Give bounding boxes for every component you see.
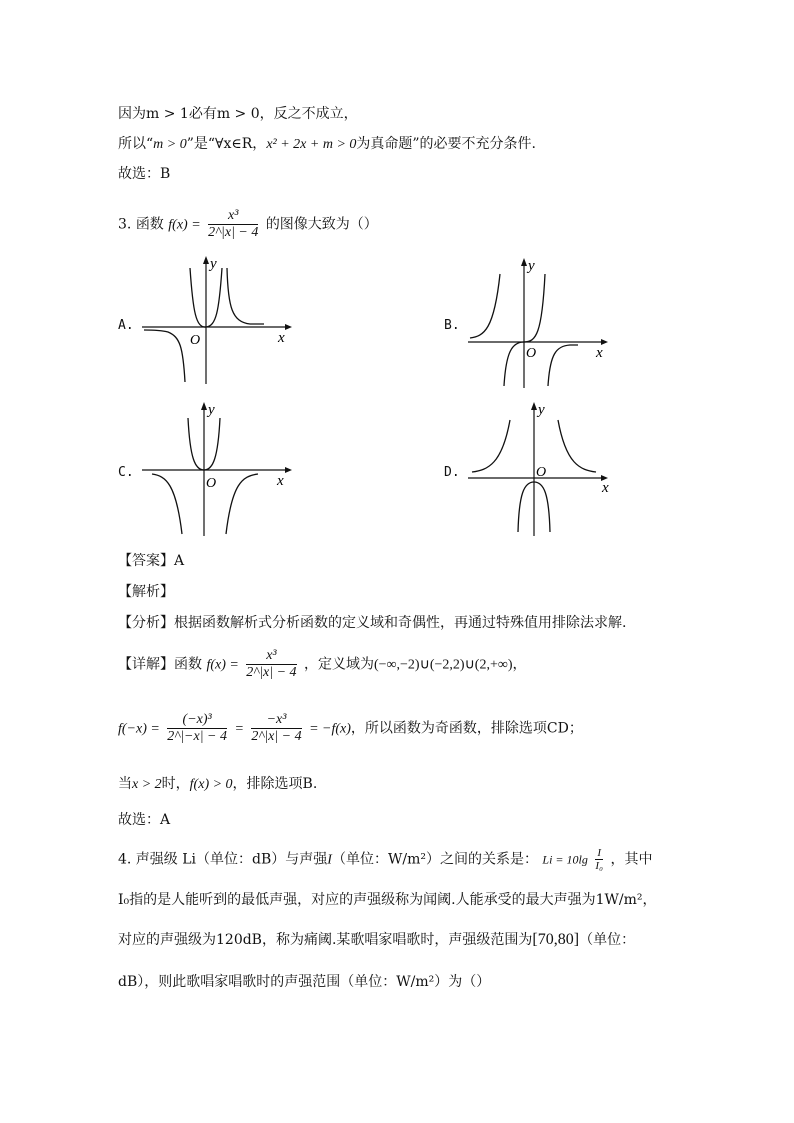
choose-line: 故选：A [118,812,171,828]
odd-fraction-1: $\frac{\text{(−x)³}}{2\^{}|-x| - 4}$ [167,712,227,744]
x-label: x [277,473,284,489]
origin-label: O [206,476,217,491]
xiangjie-line: 【详解】函数 f(x) = $\frac{\text{x³}}{2\^{}|x| - 4}$ ，定义域为(−∞,−2)∪(−2,2)∪(2,+∞)， [118,648,527,680]
option-d-label: D. [444,465,460,480]
fenxi-line: 【分析】根据函数解析式分析函数的定义域和奇偶性，再通过特殊值用排除法求解. [118,615,627,631]
curve-left [470,274,500,338]
y-axis-arrow [531,402,537,410]
question-3-stem: 3. 函数 f(x) = $\frac{\text{x³}}{2\^{}|x| - 4}$ 的图像大致为（） [118,208,378,240]
origin-label: O [536,465,547,480]
question-4-line-2: I₀指的是人能听到的最低声强，对应的声强级称为闻阈.人能承受的最大声强为1W/m²， [118,892,657,908]
curve-right [558,420,596,472]
odd-function-line: f(−x) = $\frac{\text{(−x)³}}{2\^{}|-x| - 4}$ = $\frac{\text{−x³}}{2\^{}|x| - 4}$ = −f(x)，所以函数为奇函数，排除选项CD； [118,712,583,744]
option-b-label: B. [444,318,460,333]
y-label: y [538,402,545,418]
solution-line-2: 所以“m > 0”是“∀x∈R，x² + 2x + m > 0为真命题”的必要不充分条件. [118,136,536,152]
option-c-label: C. [118,465,134,480]
question-4-line-1: 4. 声强级 Li（单位：dB）与声强I（单位：W/m²）之间的关系是： Li = 10lg $\frac{I}{\text{I₀}}$ ，其中 [118,847,653,872]
function-fraction: $\frac{\text{x³}}{2\^{}|x| - 4}$ [246,648,297,680]
x-label: x [278,330,285,346]
curve-right [548,345,578,386]
graph-option-d [466,398,616,538]
curve-left [472,420,510,472]
origin-label: O [190,333,201,348]
graph-option-b [466,254,616,390]
x-label: x [602,480,609,496]
odd-fraction-2: $\frac{\text{−x³}}{2\^{}|x| - 4}$ [251,712,302,744]
curve-left [144,330,185,382]
graph-option-a [140,252,300,388]
formula-fraction: $\frac{I}{\text{I₀}}$ [595,847,603,872]
y-axis-arrow [203,256,209,264]
curve-left [152,474,182,534]
special-value-line: 当x > 2时，f(x) > 0，排除选项B. [118,776,318,792]
question-4-line-3: 对应的声强级为120dB，称为痛阈.某歌唱家唱歌时，声强级范围为[70,80]（单位： [118,931,636,948]
y-axis-arrow [521,258,527,266]
x-label: x [596,345,603,361]
question-4-line-4: dB），则此歌唱家唱歌时的声强范围（单位：W/m²）为（） [118,974,491,990]
x-axis-arrow [285,467,292,473]
curve-right [226,474,258,534]
analysis-heading: 【解析】 [118,584,174,600]
answer-line: 【答案】A [118,553,185,569]
y-label: y [210,256,217,272]
x-axis-arrow [285,324,292,330]
origin-label: O [526,346,537,361]
function-fraction: $\frac{\text{x³}}{2\^{}|x| - 4}$ [208,208,259,240]
curve-right [227,268,264,324]
y-axis-arrow [201,402,207,410]
y-label: y [528,258,535,274]
y-label: y [208,402,215,418]
option-a-label: A. [118,318,134,333]
graph-option-c [140,398,300,538]
solution-line-1: 因为m > 1必有m > 0，反之不成立， [118,106,358,122]
solution-line-3: 故选：B [118,166,171,182]
